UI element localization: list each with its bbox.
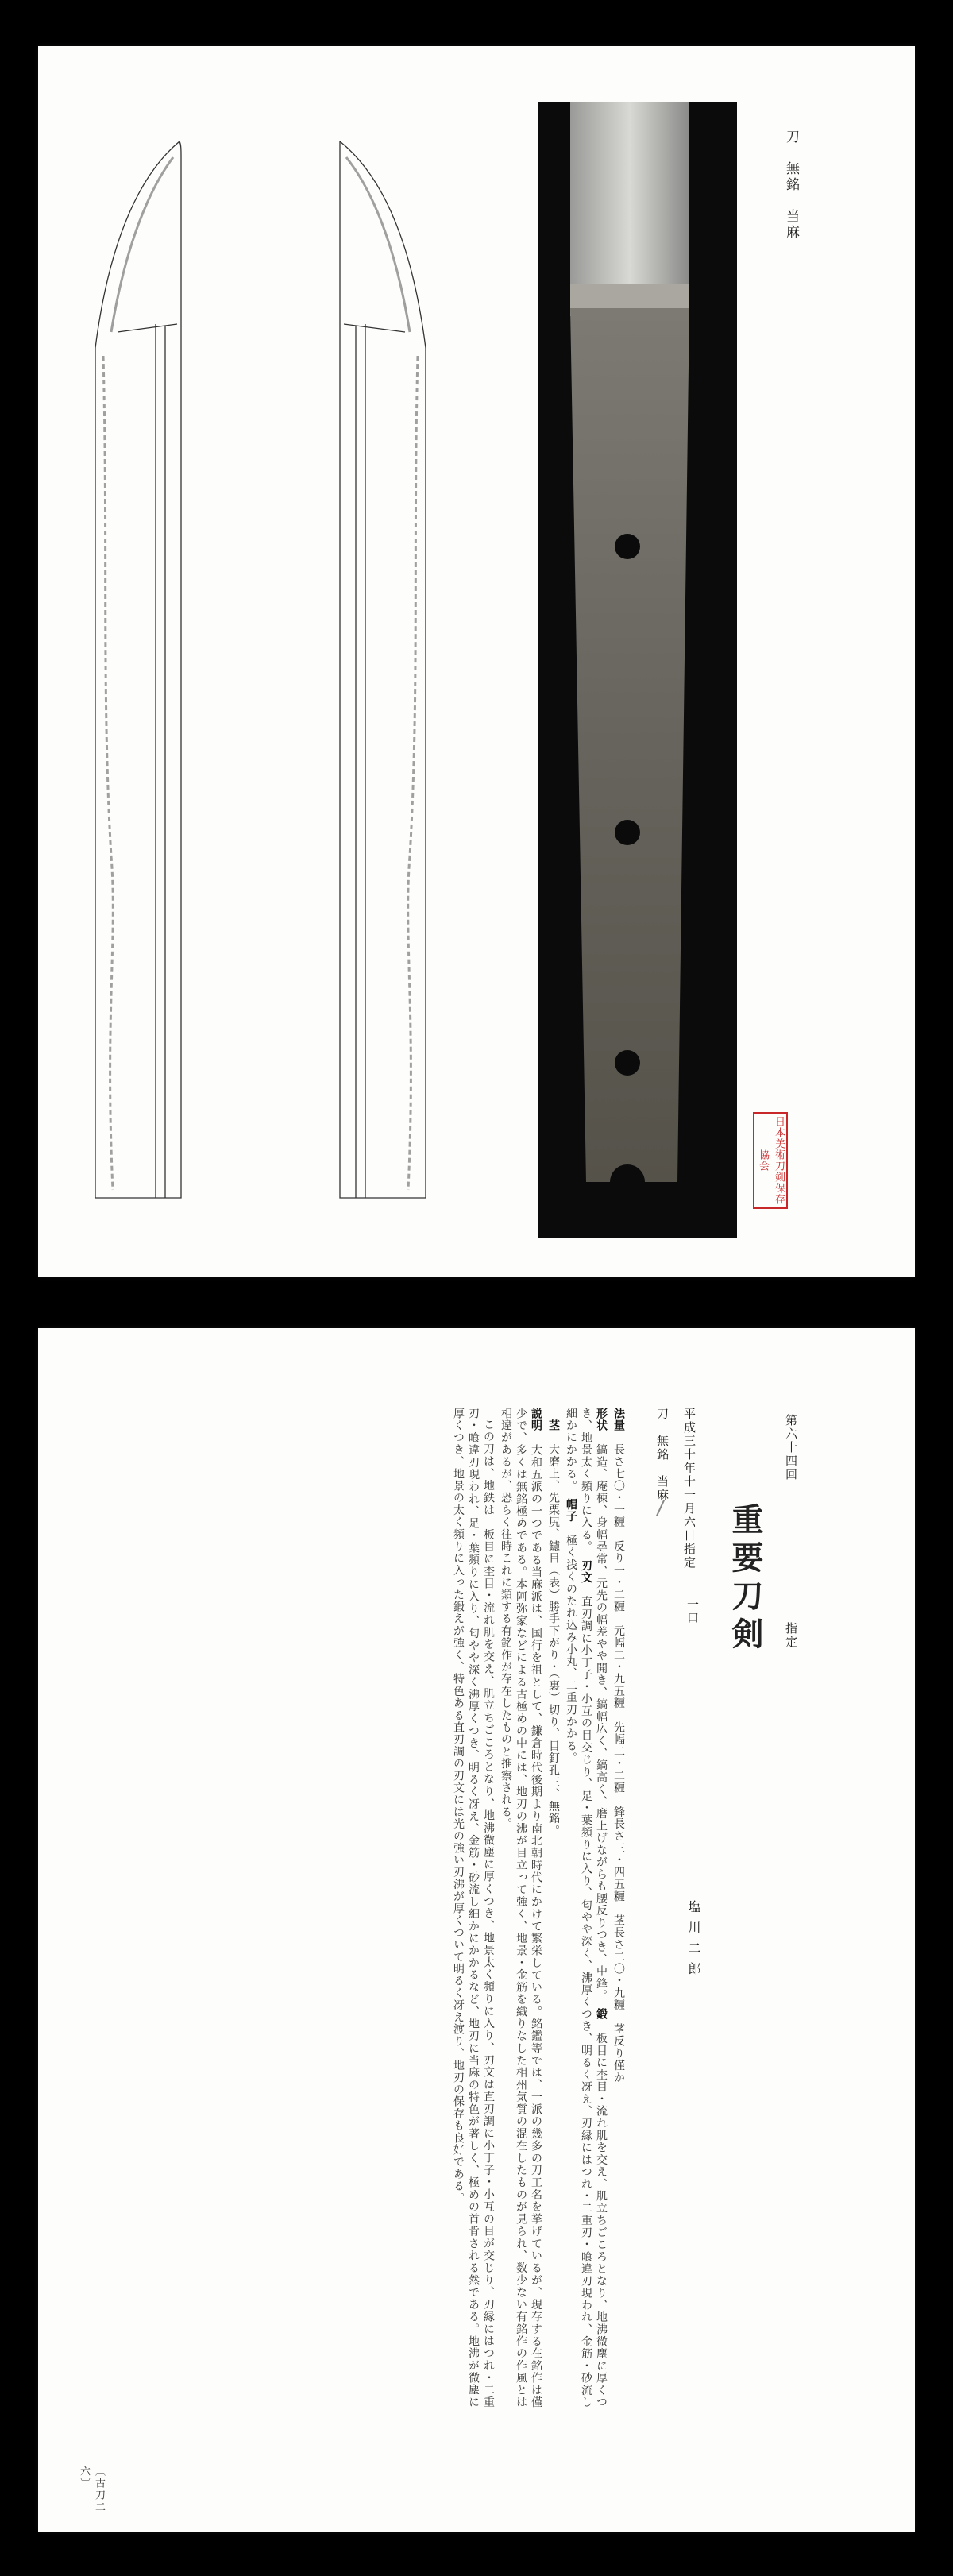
section-measurements: 法量 長さ七〇・一糎 反り一・二糎 元幅二・九五糎 先幅二・二糎 鋒長さ三・四五糎 茎長さ二〇・九糎 茎反り僅か	[612, 1408, 625, 2084]
designation-label: 指定	[784, 1622, 798, 1649]
description-page	[38, 1328, 915, 2532]
tang-photograph	[538, 102, 737, 1238]
blade-outline-left	[95, 141, 181, 1198]
red-seal-stamp: 日本美術刀剣保存協会	[753, 1112, 788, 1209]
mekugi-hole-2	[615, 820, 640, 845]
author-name: 塩川二郎	[686, 1900, 701, 1983]
hamon-shading-left	[103, 157, 173, 1190]
hamon-shading-right	[346, 157, 418, 1190]
mekugi-hole-1	[615, 534, 640, 559]
blade-outline-right	[340, 141, 426, 1198]
item-count: 一口	[685, 1598, 700, 1625]
sword-title: 刀 無銘 当麻	[783, 129, 799, 241]
page-number: 〔古刀二六〕	[78, 2466, 105, 2513]
item-title: 刀 無銘 当麻	[655, 1408, 669, 1502]
session-number: 第六十四回	[784, 1414, 798, 1481]
ink-mark	[656, 1500, 673, 1520]
designation-date: 平成三十年十一月六日指定	[682, 1408, 696, 1570]
oshigata-drawing	[94, 141, 507, 1238]
page-heading: 重要刀剣	[727, 1503, 764, 1655]
paragraph-assessment: この刀は、地鉄は 板目に杢目・流れ肌を交え、肌立ちごころとなり、地沸微塵に厚くつき、地景太く頻りに入り、刃文は直刃調に小丁子・小互の目が交じり、刃縁にはつれ・二重刃・喰違刃現われ、足・葉頻りに入り、匂やや深く沸厚くつき、明るく冴え、金筋・砂流し細かにかかるなど、地刃に当麻の特色が著しく、極めの首肯される然である。地沸が微塵に厚くつき、地景の太く頻りに入った鍛えが強く、特色ある直刃調の刃文には光の強い刃沸が厚くついて明るく冴え渡り、地刃の保存も良好である。	[452, 1408, 495, 2408]
mekugi-hole-3	[615, 1050, 640, 1076]
section-explanation: 説明 大和五派の一つである当麻派は、国行を祖として、鎌倉時代後期より南北朝時代にかけて繁栄している。銘鑑等では、一派の幾多の刀工名を挙げているが、現存する在銘作は僅少で、多くは無銘極めである。本阿弥家などによる古極めの中には、地刃の沸が目立って強く、地景・金筋を織りなした相州気質の混在したものが見られ、数少ない有銘作の作風とは相違があるが、恐らく往時これに類する有銘作が存在したものと推察される。	[500, 1408, 542, 2408]
description-body	[276, 1408, 626, 2408]
section-shape: 形状 鎬造、庵棟、身幅尋常、元先の幅差やや開き、鎬幅広く、鎬高く、磨上げながらも腰反りつき、中鋒。 鍛 板目に杢目・流れ肌を交え、肌立ちごころとなり、地沸微塵に厚くつき、地景太く頻りに入る。 刃文 直刃調に小丁子・小互の目交じり、足・葉頻りに入り、匂やや深く、沸厚くつき、明るく冴え、刃縁にはつれ・二重刃・喰違刃現われ、金筋・砂流し細かにかかる。 帽子 極く浅くのたれ込み小丸、二重刃かかる。	[565, 1408, 608, 2408]
section-tang: 茎 大磨上、先栗尻、鑢目（表）勝手下がり・（裏）切り、目釘孔三、無銘。	[547, 1419, 560, 1837]
oshigata-page	[38, 46, 915, 1277]
